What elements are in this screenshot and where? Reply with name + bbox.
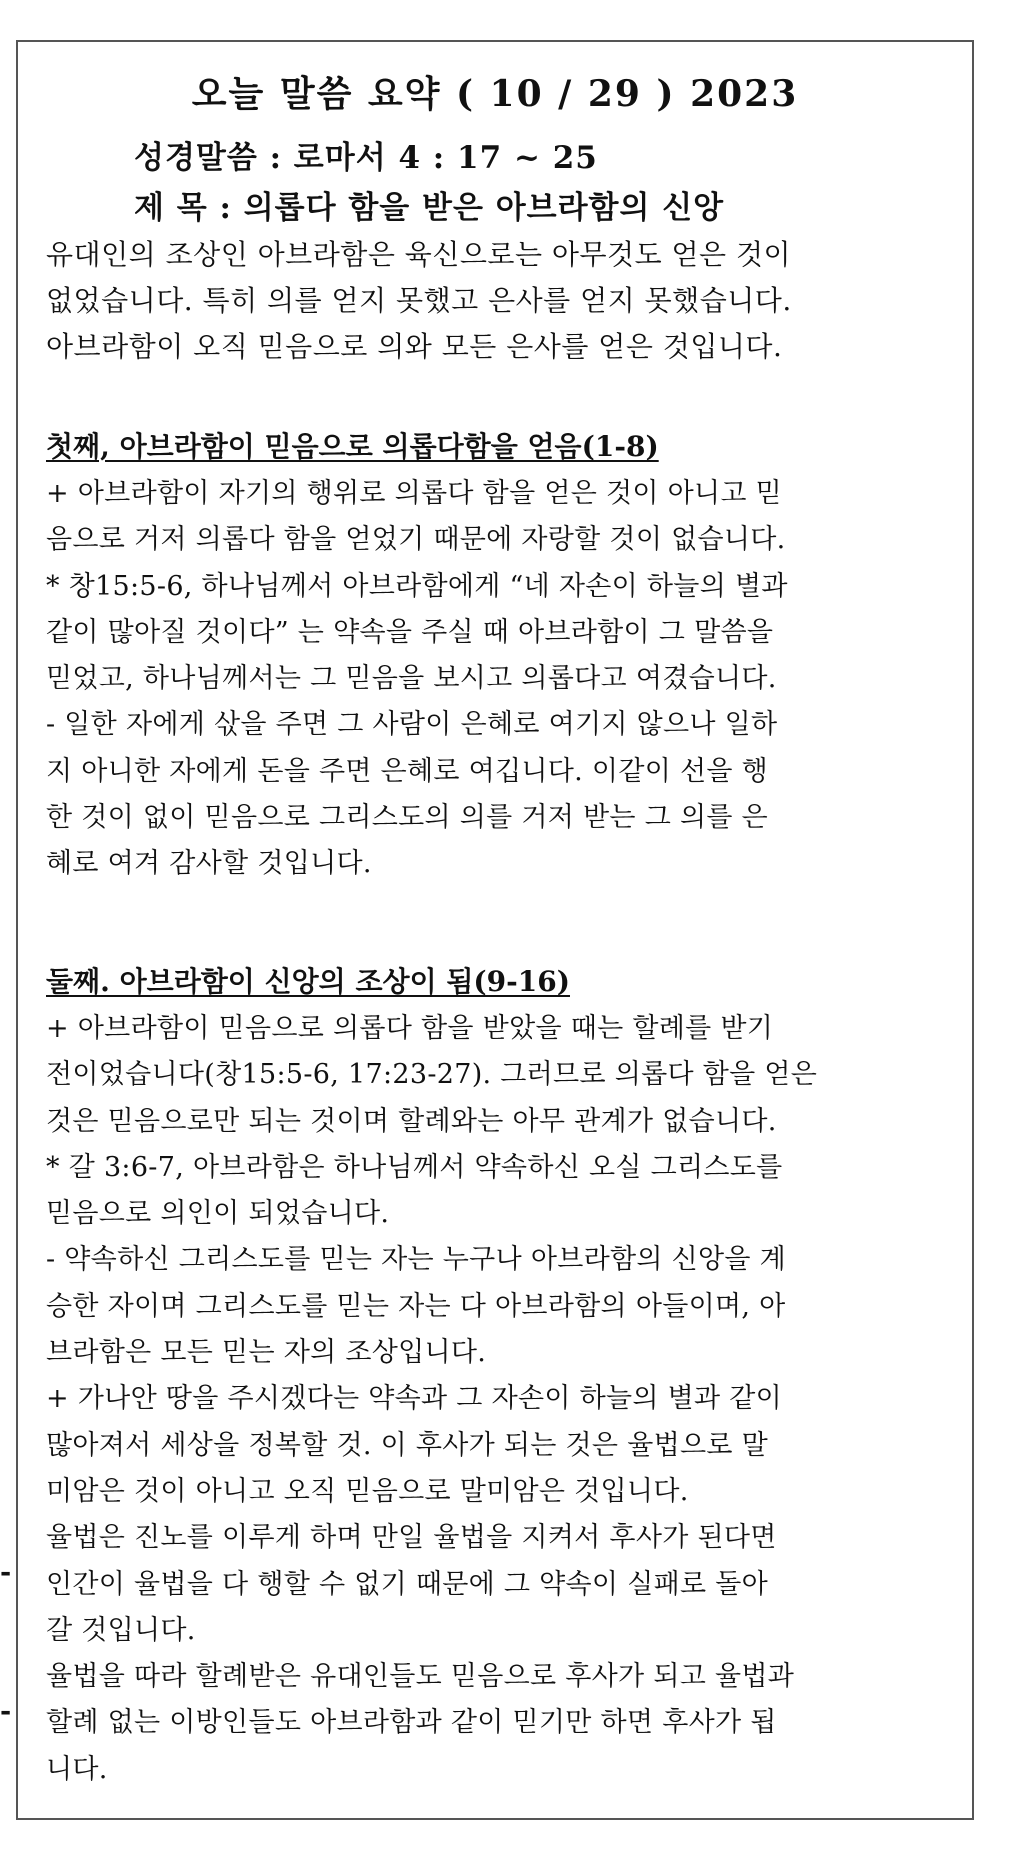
section-body-first: + 아브라함이 자기의 행위로 의롭다 함을 얻은 것이 아니고 믿 음으로 거저 의롭다 함을 얻었기 때문에 자랑할 것이 없습니다. * 창15:5-6, 하나님께서 아브라함에게 “네 자손이 하늘의 별과 같이 많아질 것이다” 는 약속을 주실 때 아브라함이 그 말씀을 믿었고, 하나님께서는 그 믿음을 보시고 의롭다고 여겼습니다. - 일한 자에게 삯을 주면 그 사람이 은혜로 여기지 않으나 일하 지 아니한 자에게 돈을 주면 은혜로 여깁니다. 이같이 선을 행 한 것이 없이 믿음으로 그리스도의 의를 거저 받는 그 의를 은 혜로 여겨 감사할 것입니다.: [46, 478, 788, 880]
section-heading-first: 첫째, 아브라함이 믿음으로 의롭다함을 얻음(1-8): [46, 430, 659, 463]
sermon-summary-sheet: [16, 40, 974, 1820]
margin-dash-mark: -: [0, 1557, 12, 1588]
sermon-subject: 제 목 : 의롭다 함을 받은 아브라함의 신앙: [134, 190, 725, 226]
section-body-second: + 아브라함이 믿음으로 의롭다 함을 받았을 때는 할례를 받기 전이었습니다(창15:5-6, 17:23-27). 그러므로 의롭다 함을 얻은 것은 믿음으로만 되는 것이며 할례와는 아무 관계가 없습니다. * 갈 3:6-7, 아브라함은 하나님께서 약속하신 오실 그리스도를 믿음으로 의인이 되었습니다. - 약속하신 그리스도를 믿는 자는 누구나 아브라함의 신앙을 계 승한 자이며 그리스도를 믿는 자는 다 아브라함의 아들이며, 아 브라함은 모든 믿는 자의 조상입니다. + 가나안 땅을 주시겠다는 약속과 그 자손이 하늘의 별과 같이 많아져서 세상을 정복할 것. 이 후사가 되는 것은 율법으로 말 미암은 것이 아니고 오직 믿음으로 말미암은 것입니다. 율법은 진노를 이루게 하며 만일 율법을 지켜서 후사가 된다면 인간이 율법을 다 행할 수 없기 때문에 그 약속이 실패로 돌아 갈 것입니다. 율법을 따라 할례받은 유대인들도 믿음으로 후사가 되고 율법과 할례 없는 이방인들도 아브라함과 같이 믿기만 하면 후사가 됩 니다.: [46, 1013, 818, 1785]
section-heading-second: 둘째. 아브라함이 신앙의 조상이 됨(9-16): [46, 965, 570, 998]
scripture-reference: 성경말씀 : 로마서 4 : 17 ~ 25: [134, 140, 598, 176]
margin-dash-mark: -: [0, 1696, 12, 1727]
intro-paragraph: 유대인의 조상인 아브라함은 육신으로는 아무것도 얻은 것이 없었습니다. 특히 의를 얻지 못했고 은사를 얻지 못했습니다. 아브라함이 오직 믿음으로 의와 모든 은사를 얻은 것입니다.: [46, 238, 792, 363]
page-title: 오늘 말씀 요약 ( 10 / 29 ) 2023: [191, 73, 799, 115]
